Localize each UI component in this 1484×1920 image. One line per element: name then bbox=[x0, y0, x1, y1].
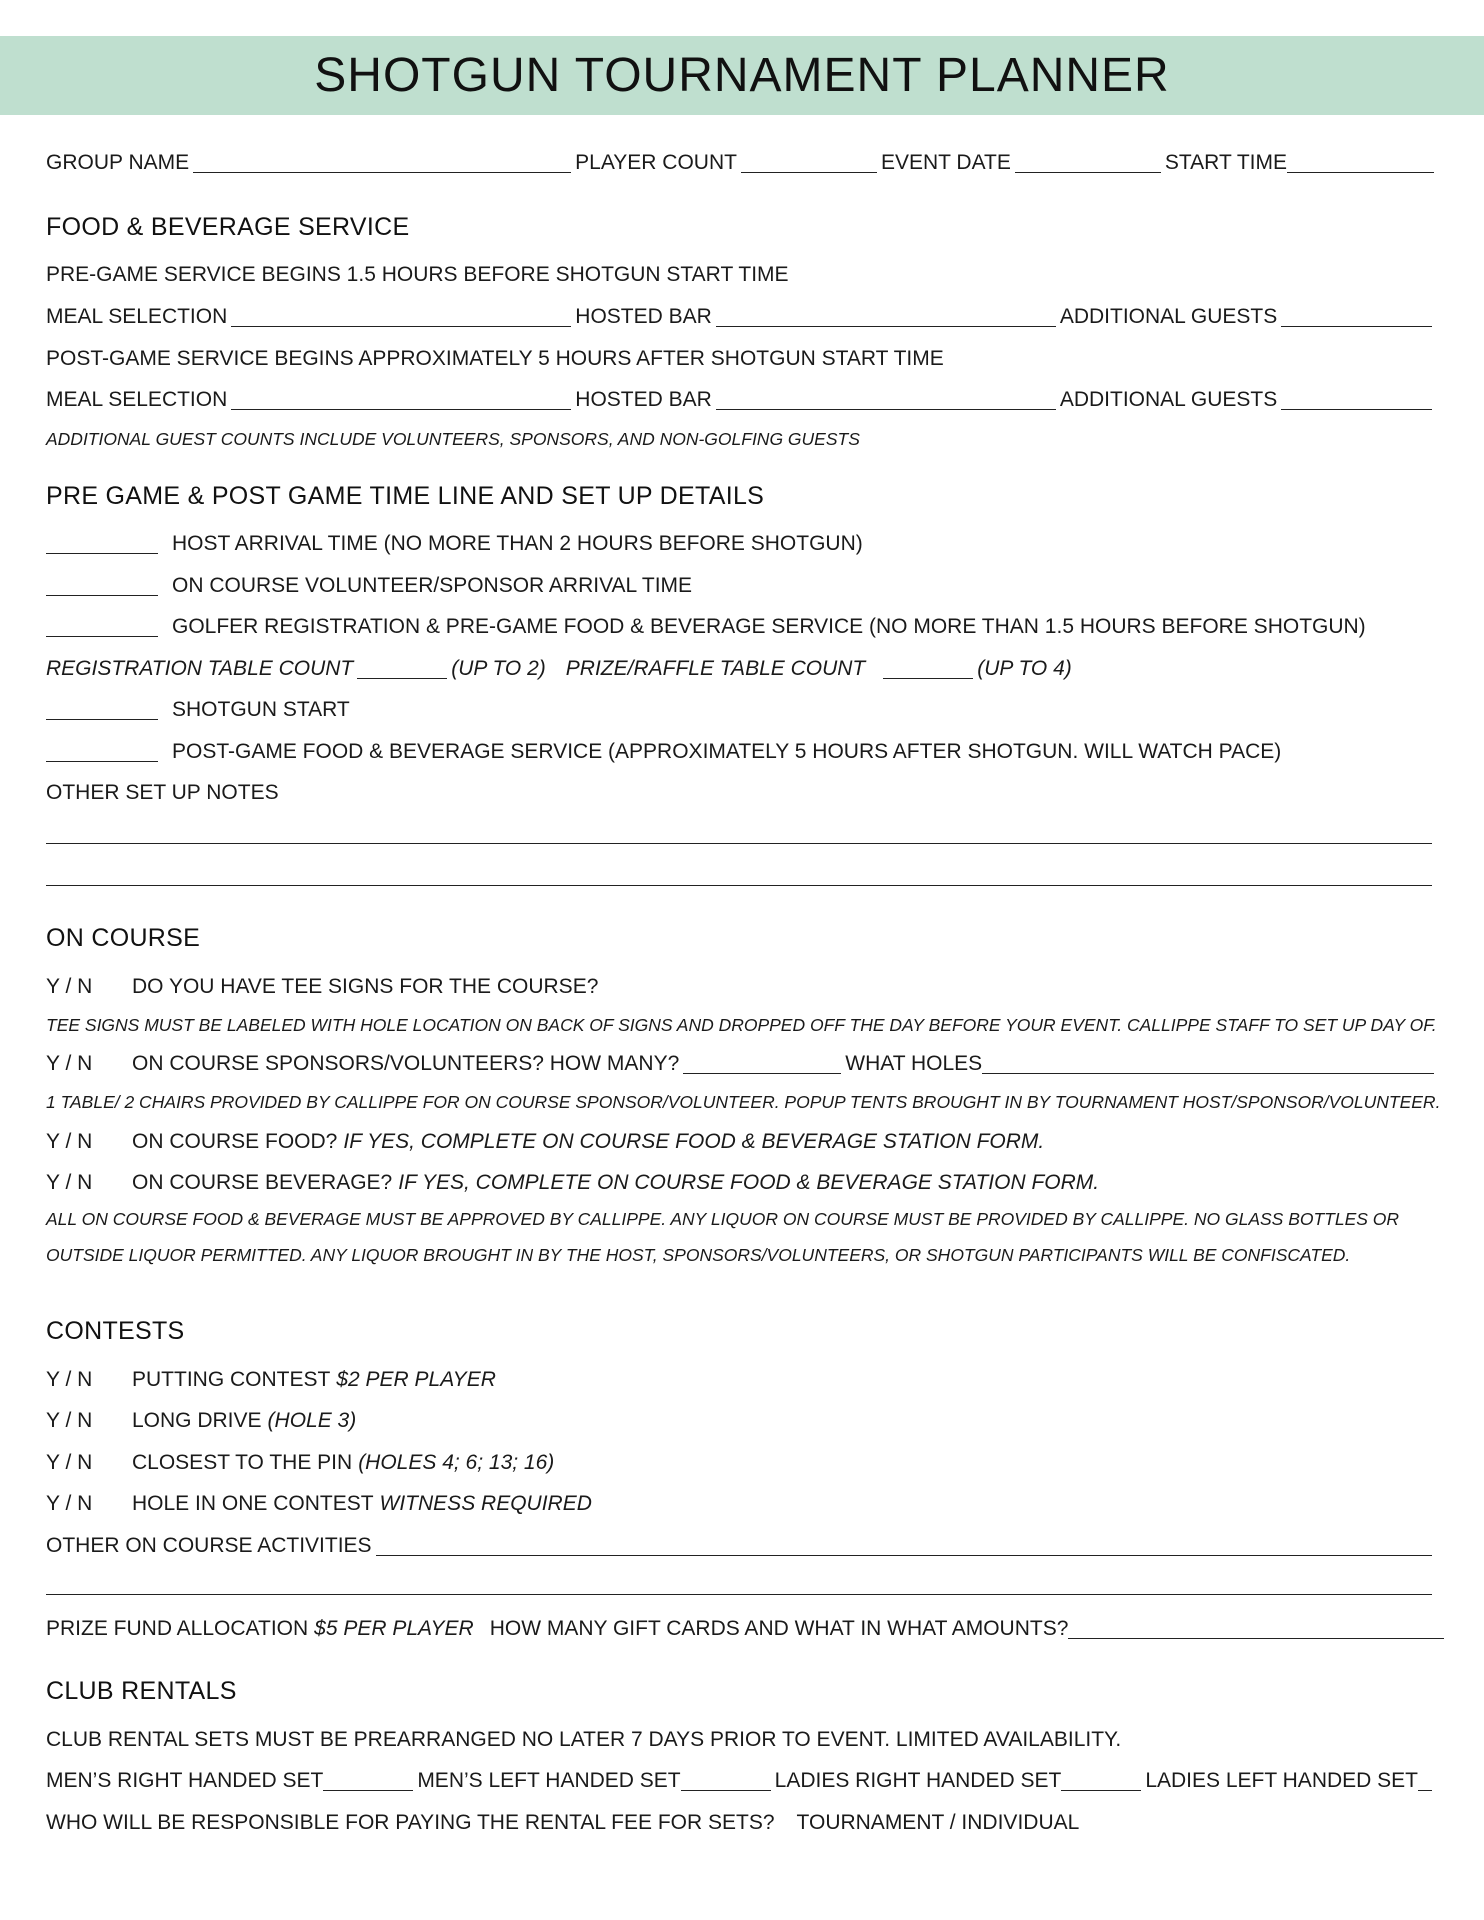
shotgun-start-field[interactable] bbox=[46, 701, 158, 720]
host-arrival-label: HOST ARRIVAL TIME (NO MORE THAN 2 HOURS BEFORE SHOTGUN) bbox=[172, 532, 863, 555]
timeline-heading: PRE GAME & POST GAME TIME LINE AND SET UP DETAILS bbox=[46, 482, 765, 510]
contests-heading: CONTESTS bbox=[46, 1317, 185, 1345]
pre-game-note bbox=[46, 264, 1438, 285]
guest-count-note-text: ADDITIONAL GUEST COUNTS INCLUDE VOLUNTEERS, SPONSORS, AND NON-GOLFING GUESTS bbox=[46, 429, 860, 449]
closest-to-pin-label: CLOSEST TO THE PIN bbox=[132, 1451, 353, 1474]
on-course-food-question: ON COURSE FOOD? bbox=[132, 1130, 338, 1153]
on-course-beverage-row bbox=[46, 1172, 1438, 1193]
volunteer-arrival-label: ON COURSE VOLUNTEER/SPONSOR ARRIVAL TIME bbox=[172, 574, 693, 597]
what-holes-label: WHAT HOLES bbox=[845, 1052, 983, 1075]
meal-selection-label: MEAL SELECTION bbox=[46, 305, 228, 328]
putting-contest-label: PUTTING CONTEST bbox=[132, 1368, 331, 1391]
player-count-label: PLAYER COUNT bbox=[575, 151, 737, 174]
page-title: SHOTGUN TOURNAMENT PLANNER bbox=[314, 49, 1170, 102]
food-beverage-heading: FOOD & BEVERAGE SERVICE bbox=[46, 213, 410, 241]
title-banner bbox=[0, 36, 1484, 115]
registration-label: GOLFER REGISTRATION & PRE-GAME FOOD & BEVERAGE SERVICE (NO MORE THAN 1.5 HOURS BEFORE SHOTGUN) bbox=[172, 615, 1366, 638]
player-count-field[interactable] bbox=[741, 154, 877, 173]
long-drive-label: LONG DRIVE bbox=[132, 1409, 262, 1432]
club-rental-note-text: CLUB RENTAL SETS MUST BE PREARRANGED NO LATER 7 DAYS PRIOR TO EVENT. LIMITED AVAILABILITY. bbox=[46, 1728, 1122, 1751]
other-activities-label: OTHER ON COURSE ACTIVITIES bbox=[46, 1534, 372, 1557]
liquor-note-line-1 bbox=[46, 1211, 1438, 1229]
sponsors-count-field[interactable] bbox=[683, 1055, 841, 1074]
on-course-heading: ON COURSE bbox=[46, 924, 201, 952]
table-count-row bbox=[46, 658, 1438, 679]
on-course-food-note: IF YES, COMPLETE ON COURSE FOOD & BEVERAGE STATION FORM. bbox=[343, 1130, 1045, 1153]
tee-signs-row bbox=[46, 976, 1438, 997]
sponsors-row bbox=[46, 1053, 1438, 1074]
mens-right-label: MEN’S RIGHT HANDED SET bbox=[46, 1769, 324, 1792]
hole-in-one-label: HOLE IN ONE CONTEST bbox=[132, 1492, 374, 1515]
volunteer-arrival-row bbox=[46, 575, 1438, 596]
hole-in-one-row bbox=[46, 1493, 1438, 1514]
ladies-right-field[interactable] bbox=[1061, 1772, 1141, 1791]
additional-guests-label: ADDITIONAL GUESTS bbox=[1059, 388, 1278, 411]
yes-no-option[interactable]: Y / N bbox=[46, 1171, 93, 1194]
liquor-note-line-2 bbox=[46, 1247, 1438, 1265]
registration-table-count-label: REGISTRATION TABLE COUNT bbox=[46, 657, 354, 680]
on-course-beverage-note: IF YES, COMPLETE ON COURSE FOOD & BEVERAGE STATION FORM. bbox=[398, 1171, 1100, 1194]
post-hosted-bar-field[interactable] bbox=[716, 391, 1056, 410]
ladies-left-label: LADIES LEFT HANDED SET bbox=[1145, 1769, 1418, 1792]
on-course-food-row bbox=[46, 1131, 1438, 1152]
tee-signs-note-text: TEE SIGNS MUST BE LABELED WITH HOLE LOCATION ON BACK OF SIGNS AND DROPPED OFF THE DAY BEFORE YOUR EVENT. CALLIPPE STAFF TO SET UP DAY OF. bbox=[46, 1015, 1437, 1035]
yes-no-option[interactable]: Y / N bbox=[46, 1492, 93, 1515]
liquor-note-text-2: OUTSIDE LIQUOR PERMITTED. ANY LIQUOR BROUGHT IN BY THE HOST, SPONSORS/VOLUNTEERS, OR SHOTGUN PARTICIPANTS WILL BE CONFISCATED. bbox=[46, 1245, 1351, 1265]
prize-table-count-field[interactable] bbox=[883, 660, 973, 679]
yes-no-option[interactable]: Y / N bbox=[46, 1409, 93, 1432]
post-game-service-field[interactable] bbox=[46, 743, 158, 762]
guest-count-note bbox=[46, 431, 1438, 449]
event-date-field[interactable] bbox=[1015, 154, 1161, 173]
meal-selection-label: MEAL SELECTION bbox=[46, 388, 228, 411]
pre-meal-selection-field[interactable] bbox=[231, 308, 571, 327]
other-notes-label: OTHER SET UP NOTES bbox=[46, 781, 279, 804]
post-additional-guests-field[interactable] bbox=[1281, 391, 1432, 410]
host-arrival-field[interactable] bbox=[46, 535, 158, 554]
closest-to-pin-row bbox=[46, 1452, 1438, 1473]
yes-no-option[interactable]: Y / N bbox=[46, 1130, 93, 1153]
gift-cards-question: HOW MANY GIFT CARDS AND WHAT IN WHAT AMOUNTS? bbox=[489, 1617, 1069, 1640]
putting-contest-note: $2 PER PLAYER bbox=[336, 1368, 496, 1391]
hosted-bar-label: HOSTED BAR bbox=[575, 388, 712, 411]
long-drive-row bbox=[46, 1410, 1438, 1431]
sponsors-question: ON COURSE SPONSORS/VOLUNTEERS? HOW MANY? bbox=[132, 1052, 680, 1075]
event-date-label: EVENT DATE bbox=[880, 151, 1011, 174]
prize-fund-note: $5 PER PLAYER bbox=[314, 1617, 474, 1640]
registration-row bbox=[46, 616, 1438, 637]
what-holes-field[interactable] bbox=[982, 1055, 1434, 1074]
closest-to-pin-note: (HOLES 4; 6; 13; 16) bbox=[358, 1451, 555, 1474]
mens-right-field[interactable] bbox=[323, 1772, 413, 1791]
club-rental-note bbox=[46, 1729, 1438, 1750]
table-chairs-note bbox=[46, 1092, 1441, 1112]
yes-no-option[interactable]: Y / N bbox=[46, 1368, 93, 1391]
group-name-label: GROUP NAME bbox=[46, 151, 190, 174]
host-arrival-row bbox=[46, 533, 1438, 554]
post-meal-selection-field[interactable] bbox=[231, 391, 571, 410]
pre-game-fields-row bbox=[46, 306, 1438, 327]
start-time-label: START TIME bbox=[1164, 151, 1288, 174]
other-activities-line-2[interactable] bbox=[46, 1594, 1432, 1595]
pre-additional-guests-field[interactable] bbox=[1281, 308, 1432, 327]
other-notes-line-1[interactable] bbox=[46, 843, 1432, 844]
additional-guests-label: ADDITIONAL GUESTS bbox=[1059, 305, 1278, 328]
post-game-fields-row bbox=[46, 389, 1438, 410]
payment-row bbox=[46, 1812, 1438, 1833]
group-name-field[interactable] bbox=[193, 154, 571, 173]
yes-no-option[interactable]: Y / N bbox=[46, 1451, 93, 1474]
payment-options[interactable]: TOURNAMENT / INDIVIDUAL bbox=[796, 1811, 1080, 1834]
prize-fund-row bbox=[46, 1618, 1438, 1639]
shotgun-start-row bbox=[46, 699, 1438, 720]
yes-no-option[interactable]: Y / N bbox=[46, 1052, 93, 1075]
yes-no-option[interactable]: Y / N bbox=[46, 975, 93, 998]
mens-left-field[interactable] bbox=[681, 1772, 771, 1791]
other-notes-line-2[interactable] bbox=[46, 885, 1432, 886]
post-game-service-row bbox=[46, 741, 1438, 762]
up-to-4-label: (UP TO 4) bbox=[977, 657, 1072, 680]
tee-signs-question: DO YOU HAVE TEE SIGNS FOR THE COURSE? bbox=[132, 975, 599, 998]
ladies-left-field[interactable] bbox=[1418, 1772, 1432, 1791]
pre-hosted-bar-field[interactable] bbox=[716, 308, 1056, 327]
club-rentals-heading: CLUB RENTALS bbox=[46, 1677, 237, 1705]
header-fields-row bbox=[46, 152, 1438, 173]
volunteer-arrival-field[interactable] bbox=[46, 577, 158, 596]
other-activities-field[interactable] bbox=[376, 1537, 1432, 1556]
on-course-beverage-question: ON COURSE BEVERAGE? bbox=[132, 1171, 393, 1194]
hosted-bar-label: HOSTED BAR bbox=[575, 305, 712, 328]
post-game-note bbox=[46, 348, 1438, 369]
start-time-field[interactable] bbox=[1287, 154, 1434, 173]
registration-table-count-field[interactable] bbox=[357, 660, 447, 679]
other-notes-row bbox=[46, 782, 1438, 803]
prize-fund-label: PRIZE FUND ALLOCATION bbox=[46, 1617, 309, 1640]
long-drive-note: (HOLE 3) bbox=[267, 1409, 357, 1432]
registration-time-field[interactable] bbox=[46, 618, 158, 637]
hole-in-one-note: WITNESS REQUIRED bbox=[379, 1492, 592, 1515]
other-activities-row bbox=[46, 1535, 1438, 1556]
post-game-note-text: POST-GAME SERVICE BEGINS APPROXIMATELY 5 HOURS AFTER SHOTGUN START TIME bbox=[46, 347, 944, 370]
liquor-note-text-1: ALL ON COURSE FOOD & BEVERAGE MUST BE APPROVED BY CALLIPPE. ANY LIQUOR ON COURSE MUST BE PROVIDED BY CALLIPPE. NO GLASS BOTTLES OR bbox=[46, 1209, 1400, 1229]
pre-game-note-text: PRE-GAME SERVICE BEGINS 1.5 HOURS BEFORE SHOTGUN START TIME bbox=[46, 263, 789, 286]
gift-cards-field[interactable] bbox=[1068, 1620, 1444, 1639]
tee-signs-note bbox=[46, 1017, 1438, 1035]
putting-contest-row bbox=[46, 1369, 1438, 1390]
payment-question: WHO WILL BE RESPONSIBLE FOR PAYING THE RENTAL FEE FOR SETS? bbox=[46, 1811, 775, 1834]
post-game-service-label: POST-GAME FOOD & BEVERAGE SERVICE (APPROXIMATELY 5 HOURS AFTER SHOTGUN. WILL WATCH PACE) bbox=[172, 740, 1282, 763]
rental-sets-row bbox=[46, 1770, 1438, 1791]
shotgun-start-label: SHOTGUN START bbox=[172, 698, 350, 721]
prize-table-count-label: PRIZE/RAFFLE TABLE COUNT bbox=[565, 657, 866, 680]
up-to-2-label: (UP TO 2) bbox=[451, 657, 546, 680]
ladies-right-label: LADIES RIGHT HANDED SET bbox=[774, 1769, 1062, 1792]
mens-left-label: MEN’S LEFT HANDED SET bbox=[417, 1769, 681, 1792]
table-chairs-note-text: 1 TABLE/ 2 CHAIRS PROVIDED BY CALLIPPE FOR ON COURSE SPONSOR/VOLUNTEER. POPUP TENTS BROUGHT IN BY TOURNAMENT HOST/SPONSOR/VOLUNTEER. bbox=[46, 1092, 1441, 1112]
